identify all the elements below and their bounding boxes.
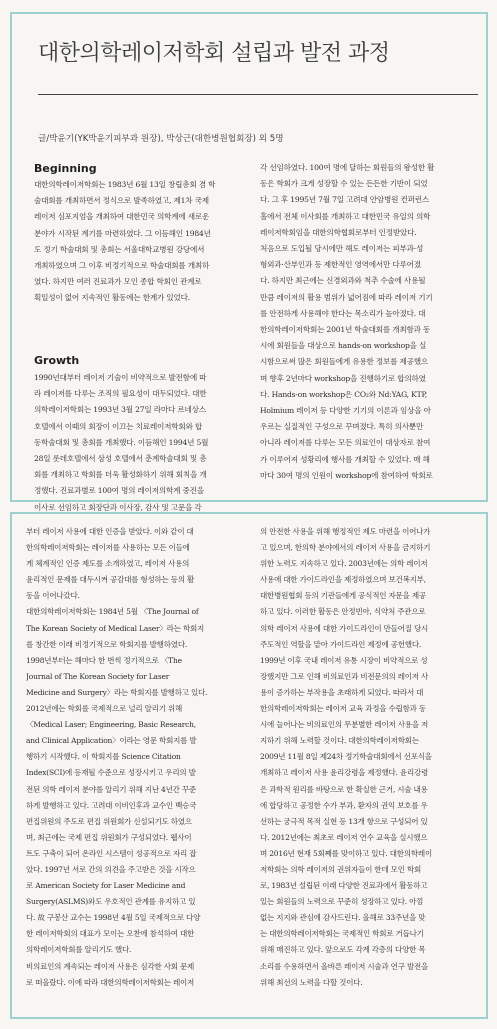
- text-line: 저학회는 의학 레이저의 권위자들이 한데 모인 학회: [260, 864, 422, 874]
- text-line: 로 떠올랐다. 이에 따라 대한의학레이저학회는 레이저: [26, 977, 195, 987]
- text-line: 다. 故 구봉산 교수는 1998년 4월 5일 국제적으로 다양: [26, 913, 201, 923]
- text-line: 비의료인의 계속되는 레이저 사용은 심각한 사회 문제: [26, 961, 195, 971]
- text-line: and Clinical Application〉이라는 영문 학회지를 발: [26, 736, 197, 746]
- text-line: 대한병원협회 등의 기관들에게 공식적인 자문을 제공: [260, 591, 426, 601]
- text-line: 〈Medical Laser; Engineering, Basic Research,: [26, 720, 196, 730]
- text-line: 동학술대회 및 총회를 개최했다. 이듬해인 1994년 5월: [34, 437, 209, 447]
- text-line: 대한의학레이저학회는 1983년 6월 13일 창립총회 겸 학: [34, 180, 216, 189]
- text-line: 한의학레이저학회는 레이저를 사용하는 모든 이들에: [26, 543, 190, 553]
- text-line: 로 American Society for Laser Medicine and: [26, 881, 186, 891]
- text-line: 다. 2012년에는 최초로 레이저 연수 교육을 실시했으: [260, 832, 428, 842]
- text-line: 의 안전한 사용을 위해 행정적인 제도 마련을 이어나가: [260, 527, 431, 536]
- article-header-panel: [10, 12, 488, 512]
- text-line: 라 레이저를 다루는 조직의 필요성이 대두되었다. 대한: [34, 389, 207, 399]
- text-line: 용이 증가하는 부작용을 초래하게 되었다. 따라서 대: [260, 687, 424, 697]
- article-byline: 글/박윤기(YK박윤기피부과 원장), 박상근(대한병원협회장) 외 5명: [38, 134, 284, 144]
- text-line: 를 창간한 이래 비정기적으로 학회지를 발행하였다.: [26, 639, 188, 649]
- text-line: 를 안전하게 사용해야 한다는 목소리가 높아졌다. 대: [260, 308, 426, 318]
- text-line: 의학레이저학회는 1993년 3월 27일 라마다 르네상스: [34, 405, 206, 415]
- text-line: 도 정기 학술대회 및 총회는 서울대학교병원 강당에서: [34, 244, 205, 254]
- beginning-heading: Beginning: [34, 162, 97, 175]
- text-line: 각 선임하였다. 100여 명에 달하는 회원들의 왕성한 활: [260, 163, 435, 172]
- text-line: 형외과·산부인과 등 제한적인 영역에서만 다루어졌: [260, 260, 421, 270]
- title-divider: [38, 94, 478, 95]
- text-line: 처음으로 도입될 당시에만 해도 레이저는 피부과·성: [260, 244, 424, 254]
- text-line: 시함으로써 많은 회원들에게 유용한 정보를 제공했으: [260, 357, 429, 367]
- text-line: Holmium 레이저 등 다양한 기기의 이론과 임상을 아: [260, 406, 431, 416]
- text-line: 1998년부터는 해마다 한 번씩 정기적으로 〈The: [26, 655, 182, 665]
- text-line: 하게 발행하고 있다. 고려대 이비인후과 교수인 백승국: [26, 800, 197, 810]
- text-line: 하고 있다. 이러한 활동은 안정빈아, 식약처 주관으로: [260, 607, 426, 617]
- text-line: 대한의학레이저학회는 1984년 5월 〈The Journal of: [26, 607, 199, 617]
- text-line: 우르는 실질적인 구성으로 꾸며졌다. 특히 의사뿐만: [260, 422, 424, 432]
- text-line: Medicine and Surgery〉라는 학회지를 발행하고 있다.: [26, 687, 208, 697]
- text-line: 28일 롯데호텔에서 삼성 호텔에서 춘계학술대회 및 총: [34, 454, 207, 464]
- text-line: 의학레이저학회를 알리기도 했다.: [26, 945, 132, 955]
- top-right-column: [260, 160, 478, 484]
- article-body-panel: [10, 512, 488, 1019]
- text-line: 개최하였으며 그 이후 비정기적으로 학술대회를 개최하: [34, 261, 210, 271]
- text-line: 의학 레이저 사용에 대한 가이드라인이 만들어질 당시: [260, 623, 429, 633]
- text-line: Journal of The Korean Society for Laser: [26, 671, 170, 681]
- text-line: 위해 매진하고 있다. 앞으로도 각계 각층의 다양한 목: [260, 945, 426, 955]
- text-line: 회를 개최하고 학회를 더욱 활성화하기 위해 회칙을 개: [34, 470, 207, 480]
- text-line: 았다. 1997년 서로 간의 의견을 주고받은 것을 시작으: [26, 864, 196, 874]
- text-line: 편집위원의 주도로 편집 위원회가 신설되기도 하였으: [26, 816, 192, 826]
- text-line: 정했다. 진료과별로 100여 명의 레이저의학계 중진을: [34, 486, 204, 496]
- text-line: 전된 의학 레이저 분야를 알리기 위해 지난 4년간 꾸준: [26, 784, 196, 794]
- text-line: 1999년 이후 국내 레이저 유통 시장이 비약적으로 성: [260, 655, 428, 665]
- text-line: 행하기 시작했다. 이 학회지를 Science Citation: [26, 752, 181, 762]
- text-line: 획일성이 없어 지속적인 활동에는 한계가 있었다.: [34, 293, 190, 303]
- text-line: 며 2016년 현재 5회째를 맞이하고 있다. 대한의학레이: [260, 848, 433, 858]
- text-line: Index(SCI)에 등재될 수준으로 성장시키고 우리의 발: [26, 768, 196, 778]
- text-line: 부터 레이저 사용에 대한 인증을 받았다. 이와 같이 대: [26, 527, 194, 536]
- text-line: 며, 최근에는 국제 편집 위원회가 구성되었다. 웹사이: [26, 832, 192, 842]
- text-line: 다. Hands-on workshop은 CO₂와 Nd:YAG, KTP,: [260, 389, 428, 399]
- text-line: 고 있으며, 한의학 분야에서의 레이저 사용을 금지하기: [260, 543, 431, 553]
- text-line: 술대회를 개최하면서 정식으로 발족하였고, 제1차 국제: [34, 196, 209, 206]
- text-line: 2012년에는 학회를 국제적으로 널리 알리기 위해: [26, 704, 183, 714]
- text-line: 주도적인 역할을 맡아 가이드라인 제정에 공헌했다.: [260, 639, 422, 649]
- text-line: 윤리적인 문제를 대두시켜 공감대를 형성하는 등의 활: [26, 575, 195, 585]
- text-line: 만큼 레이저의 활용 범위가 넓어짐에 따라 레이저 기기: [260, 292, 433, 302]
- text-line: 지하기 위해 노력할 것이다. 대한의학레이저학회는: [260, 736, 419, 746]
- text-line: 개최하고 레이저 사용 윤리강령을 제정했다. 윤리강령: [260, 768, 429, 778]
- text-line: 한의학레이저학회는 2001년 학술대회를 개최함과 동: [260, 325, 431, 335]
- text-line: 장했지만 그로 인해 비의료인과 비전문의의 레이저 사: [260, 671, 429, 681]
- text-line: 홀에서 전체 이사회를 개최하고 대한민국 유일의 의학: [260, 211, 431, 221]
- text-line: 은 과학적 원리를 바탕으로 한 확실한 근거, 시술 내용: [260, 784, 428, 794]
- text-line: 분야가 시작된 계기를 마련하였다. 그 이듬해인 1984년: [34, 228, 211, 238]
- text-line: 는 대한의학레이저학회는 국제적인 학회로 거듭나기: [260, 929, 424, 939]
- beginning-paragraph: [34, 177, 244, 307]
- text-line: 동을 이어나갔다.: [26, 591, 80, 601]
- text-line: 1990년대부터 레이저 기술이 비약적으로 발전함에 따: [34, 373, 207, 382]
- text-line: 가 이루어져 성황리에 행사를 개최할 수 있었다. 매 해: [260, 454, 430, 464]
- text-line: 다. 하지만 최근에는 신경외과와 척추 수술에 사용될: [260, 276, 426, 286]
- text-line: 없는 지지와 관심에 감사드린다. 올해로 33주년을 맞: [260, 913, 426, 923]
- body-right-column: [260, 524, 484, 991]
- text-line: 이사로 선임하고 회장단과 이사장, 감사 및 고문을 각: [34, 502, 202, 512]
- text-line: 사용에 대한 가이드라인을 제정하였으며 보건복지부,: [260, 575, 426, 585]
- text-line: 시에 회원들을 대상으로 hands-on workshop을 실: [260, 341, 427, 351]
- text-line: The Korean Society of Medical Laser〉라는 학회지: [26, 623, 205, 633]
- text-line: 며 향후 2년마다 workshop을 진행하기로 합의하였: [260, 373, 426, 383]
- text-line: 한 레이저학회의 대표가 모이는 오찬에 참석하여 대한: [26, 929, 195, 939]
- text-line: 있는 회원들의 노력으로 꾸준히 성장하고 있다. 아낌: [260, 897, 424, 907]
- text-line: 한의학레이저학회는 레이저 교육 과정을 수립함과 동: [260, 704, 426, 714]
- text-line: 아니라 레이저를 다루는 모든 의료인이 대상자로 참여: [260, 438, 431, 448]
- text-line: 위한 노력도 지속하고 있다. 2003년에는 의학 레이저: [260, 559, 428, 569]
- text-line: 호텔에서 이때의 회장이 이끄는 치료레이저학회와 합: [34, 421, 203, 431]
- growth-paragraph: [34, 370, 244, 516]
- text-line: 로, 1983년 설립된 이래 다양한 진료과에서 활동하고: [260, 881, 428, 891]
- body-left-column: [26, 524, 248, 991]
- text-line: 위해 최선의 노력을 다할 것이다.: [260, 977, 363, 987]
- growth-heading: Growth: [34, 354, 80, 367]
- text-line: 게 체계적인 인증 제도를 소개하였고, 레이저 사용의: [26, 559, 190, 569]
- text-line: 마다 30여 명의 인원이 workshop에 참여하여 학회로: [260, 470, 433, 480]
- article-title: 대한의학레이저학회 설립과 발전 과정: [38, 41, 390, 66]
- text-line: Surgery(ASLMS)와도 우호적인 관계를 유지하고 있: [26, 897, 196, 907]
- text-line: 트도 구축이 되어 온라인 시스템이 성공적으로 자리 잡: [26, 848, 197, 858]
- text-line: 레이저 심포지엄을 개최하여 대한민국 의학계에 새로운: [34, 212, 210, 222]
- text-line: 동은 학회가 크게 성장할 수 있는 든든한 기반이 되었: [260, 179, 428, 189]
- text-line: 다. 그 후 1995년 7월 7일 고려대 안암병원 컨퍼런스: [260, 195, 430, 205]
- text-line: 레이저학회임을 대한의학협회로부터 인정받았다.: [260, 227, 417, 237]
- text-line: 선하는 궁극적 목적 실현 등 13개 항으로 구성되어 있: [260, 816, 428, 826]
- text-line: 시에 늘어나는 비의료인의 무분별한 레이저 사용을 저: [260, 720, 429, 730]
- text-line: 2009년 11월 8일 제24차 정기학술대회에서 선포식을: [260, 752, 432, 762]
- text-line: 에 합당하고 공정한 수가 부과, 환자의 권익 보호를 우: [260, 800, 428, 810]
- text-line: 였다. 하지만 여러 진료과가 모인 종합 학회인 관계로: [34, 277, 202, 287]
- text-line: 소리를 수용하면서 올바른 레이저 시술과 연구 발전을: [260, 961, 429, 971]
